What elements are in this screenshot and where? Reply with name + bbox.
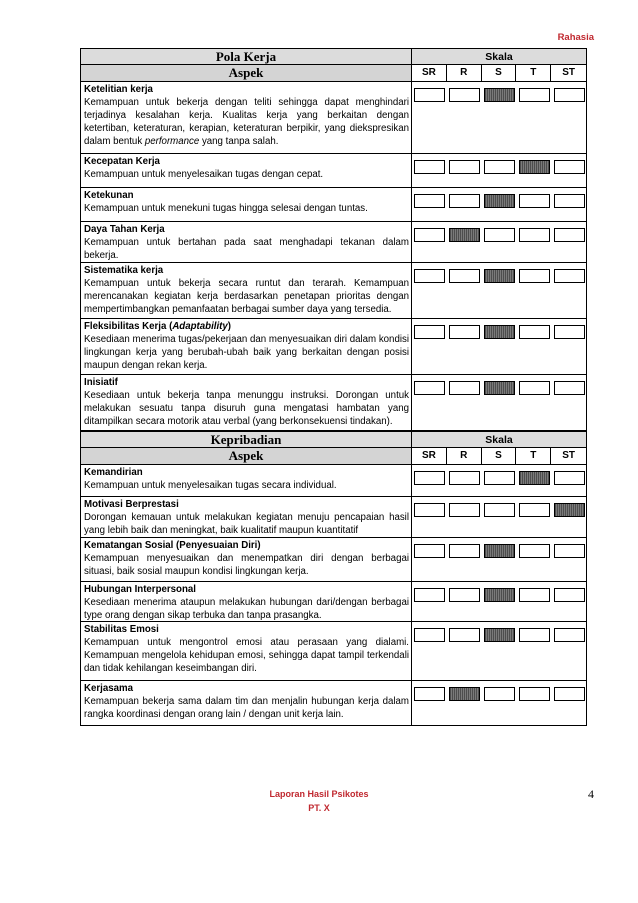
rating-box-r — [449, 269, 480, 283]
rating-cell — [412, 538, 587, 581]
assessment-table — [80, 48, 587, 726]
rating-box-st — [554, 381, 585, 395]
rating-boxes — [412, 88, 587, 102]
assessment-row — [81, 582, 587, 622]
rating-box-s — [484, 503, 515, 517]
rating-box-st — [554, 588, 585, 602]
rating-box-r — [449, 588, 480, 602]
rating-box-sr — [414, 503, 445, 517]
aspect-title-text: Ketelitian kerja — [84, 84, 153, 95]
rating-box-r-selected — [449, 228, 480, 242]
rating-box-t — [519, 544, 550, 558]
assessment-row — [81, 538, 587, 582]
column-header-row — [81, 65, 587, 82]
aspect-description — [84, 511, 409, 537]
aspect-description — [84, 236, 409, 262]
aspect-description-text: Kemampuan untuk bekerja dengan teliti sehingga dapat menghindari terjadinya kesalahan kerja. Kualitas kerja yang berkaitan dengan ketertiban, keteraturan, kerapian, keteraturan berpikir, yang diekspresikan dalam bentuk — [84, 97, 409, 147]
aspect-title-text: Kecepatan Kerja — [84, 156, 160, 167]
rating-box-st — [554, 228, 585, 242]
aspect-description-text: Kemampuan untuk bekerja secara runtut dan terarah. Kemampuan merencanakan kegiatan kerja berdasarkan penetapan prioritas dengan mempertimbangkan pemanfaatan berbagai sumber daya yang tersedia. — [84, 278, 409, 315]
aspect-title-text: Ketekunan — [84, 190, 134, 201]
rating-boxes — [412, 503, 587, 517]
rating-box-sr — [414, 88, 445, 102]
aspect-description — [84, 479, 409, 492]
aspect-heading: Aspek — [81, 448, 412, 464]
rating-boxes — [412, 194, 587, 208]
scale-column-s: S — [482, 448, 517, 464]
aspect-description-text: Kesediaan menerima ataupun melakukan hubungan dari/dengan berbagai type orang dengan sikap terbuka dan tanpa prasangka. — [84, 597, 409, 621]
rating-box-sr — [414, 687, 445, 701]
aspect-cell — [81, 222, 412, 262]
rating-box-st — [554, 269, 585, 283]
aspect-title-text: Daya Tahan Kerja — [84, 224, 165, 235]
assessment-row — [81, 82, 587, 154]
aspect-description — [84, 96, 409, 148]
aspect-title-suffix: ) — [227, 321, 231, 332]
aspect-title — [84, 223, 409, 236]
rating-cell — [412, 154, 587, 187]
aspect-title — [84, 539, 409, 552]
aspect-title-text: Hubungan Interpersonal — [84, 584, 196, 595]
aspect-title-italic: Adaptability — [172, 321, 228, 332]
rating-box-sr — [414, 471, 445, 485]
rating-box-r — [449, 325, 480, 339]
rating-boxes — [412, 687, 587, 701]
aspect-cell — [81, 465, 412, 496]
rating-box-sr — [414, 325, 445, 339]
aspect-cell — [81, 622, 412, 680]
rating-box-st — [554, 471, 585, 485]
rating-cell — [412, 188, 587, 221]
rating-box-r — [449, 381, 480, 395]
rating-box-st — [554, 687, 585, 701]
aspect-description — [84, 596, 409, 622]
aspect-title-text: Kematangan Sosial (Penyesuaian Diri) — [84, 540, 261, 551]
rating-box-st — [554, 325, 585, 339]
rating-box-r — [449, 628, 480, 642]
rating-box-t — [519, 88, 550, 102]
rating-boxes — [412, 588, 587, 602]
rating-box-s — [484, 228, 515, 242]
assessment-row — [81, 622, 587, 681]
rating-box-t — [519, 381, 550, 395]
rating-box-s-selected — [484, 628, 515, 642]
scale-column-sr: SR — [412, 448, 447, 464]
aspect-title-text: Fleksibilitas Kerja ( — [84, 321, 173, 332]
assessment-row — [81, 465, 587, 497]
aspect-description — [84, 277, 409, 316]
confidential-label: Rahasia — [557, 32, 594, 43]
assessment-row — [81, 375, 587, 431]
rating-boxes — [412, 228, 587, 242]
aspect-title-text: Motivasi Berprestasi — [84, 499, 179, 510]
rating-box-t — [519, 588, 550, 602]
assessment-row — [81, 154, 587, 188]
rating-box-s-selected — [484, 588, 515, 602]
aspect-cell — [81, 188, 412, 221]
scale-columns — [412, 65, 587, 81]
aspect-cell — [81, 681, 412, 725]
aspect-title-text: Kerjasama — [84, 683, 134, 694]
rating-box-t-selected — [519, 160, 550, 174]
aspect-description — [84, 695, 409, 721]
aspect-title — [84, 623, 409, 636]
rating-boxes — [412, 544, 587, 558]
scale-column-t: T — [516, 65, 551, 81]
rating-box-sr — [414, 588, 445, 602]
aspect-cell — [81, 375, 412, 430]
rating-box-r — [449, 471, 480, 485]
rating-box-t — [519, 228, 550, 242]
scale-heading: Skala — [412, 49, 587, 64]
rating-cell — [412, 582, 587, 621]
assessment-row — [81, 319, 587, 375]
aspect-cell — [81, 538, 412, 581]
aspect-description-text: Kemampuan untuk menyelesaikan tugas dengan cepat. — [84, 169, 324, 180]
aspect-cell — [81, 497, 412, 537]
rating-box-sr — [414, 269, 445, 283]
aspect-title-text: Sistematika kerja — [84, 265, 164, 276]
assessment-row — [81, 497, 587, 538]
page-footer — [0, 787, 638, 815]
aspect-description — [84, 168, 409, 181]
aspect-cell — [81, 154, 412, 187]
rating-boxes — [412, 269, 587, 283]
rating-cell — [412, 375, 587, 430]
rating-cell — [412, 319, 587, 374]
aspect-description-suffix: yang tanpa salah. — [199, 136, 279, 147]
scale-column-s: S — [482, 65, 517, 81]
rating-box-s-selected — [484, 544, 515, 558]
scale-column-r: R — [447, 65, 482, 81]
aspect-cell — [81, 82, 412, 153]
rating-box-r-selected — [449, 687, 480, 701]
rating-box-r — [449, 160, 480, 174]
rating-box-t — [519, 325, 550, 339]
aspect-cell — [81, 582, 412, 621]
aspect-title — [84, 466, 409, 479]
scale-column-t: T — [516, 448, 551, 464]
aspect-description-text: Kesediaan untuk bekerja tanpa menunggu instruksi. Dorongan untuk melakukan sesuatu tanpa disuruh guna mengatasi hambatan yang ditampilkan secara motorik atau verbal (yang berkonsekuensi tindakan). — [84, 390, 409, 427]
rating-cell — [412, 622, 587, 680]
rating-box-sr — [414, 194, 445, 208]
rating-box-sr — [414, 544, 445, 558]
rating-box-sr — [414, 381, 445, 395]
aspect-description-italic: performance — [144, 136, 200, 147]
rating-cell — [412, 681, 587, 725]
aspect-title-text: Stabilitas Emosi — [84, 624, 159, 635]
rating-box-r — [449, 88, 480, 102]
aspect-cell — [81, 319, 412, 374]
scale-columns — [412, 448, 587, 464]
rating-boxes — [412, 381, 587, 395]
aspect-title — [84, 155, 409, 168]
aspect-description-text: Kemampuan untuk bertahan pada saat menghadapi tekanan dalam bekerja. — [84, 237, 409, 261]
rating-box-s-selected — [484, 325, 515, 339]
aspect-description-text: Kemampuan untuk menyelesaikan tugas secara individual. — [84, 480, 337, 491]
scale-column-r: R — [447, 448, 482, 464]
rating-box-sr — [414, 160, 445, 174]
aspect-description-text: Kemampuan menyesuaikan dan menempatkan diri dengan berbagai situasi, baik sosial maupun kondisi lingkungan kerja. — [84, 553, 409, 577]
rating-box-st — [554, 160, 585, 174]
scale-column-st: ST — [562, 450, 575, 461]
footer-company: PT. X — [308, 803, 330, 813]
rating-boxes — [412, 471, 587, 485]
aspect-title — [84, 682, 409, 695]
rating-cell — [412, 222, 587, 262]
aspect-description — [84, 636, 409, 675]
aspect-cell — [81, 263, 412, 318]
scale-column-st: ST — [562, 67, 575, 78]
rating-box-r — [449, 544, 480, 558]
rating-boxes — [412, 160, 587, 174]
aspect-description — [84, 389, 409, 428]
aspect-title — [84, 83, 409, 96]
aspect-title — [84, 320, 409, 333]
aspect-title — [84, 264, 409, 277]
rating-box-st — [554, 88, 585, 102]
aspect-title — [84, 498, 409, 511]
section-title: Pola Kerja — [81, 49, 412, 64]
rating-box-s — [484, 687, 515, 701]
section-title: Kepribadian — [81, 432, 412, 447]
aspect-description — [84, 552, 409, 578]
rating-cell — [412, 497, 587, 537]
rating-box-s-selected — [484, 88, 515, 102]
rating-box-s-selected — [484, 269, 515, 283]
rating-boxes — [412, 628, 587, 642]
assessment-row — [81, 263, 587, 319]
aspect-heading: Aspek — [81, 65, 412, 81]
rating-box-t — [519, 194, 550, 208]
aspect-description-text: Kemampuan bekerja sama dalam tim dan menjalin hubungan kerja dalam rangka koordinasi dengan orang lain / dengan unit kerja lain. — [84, 696, 409, 720]
rating-box-r — [449, 503, 480, 517]
rating-box-t — [519, 687, 550, 701]
rating-box-s — [484, 471, 515, 485]
aspect-title-text: Kemandirian — [84, 467, 143, 478]
aspect-description-text: Kemampuan untuk menekuni tugas hingga selesai dengan tuntas. — [84, 203, 368, 214]
rating-box-t — [519, 628, 550, 642]
rating-cell — [412, 82, 587, 153]
section-header — [81, 431, 587, 448]
rating-box-st — [554, 628, 585, 642]
aspect-title — [84, 583, 409, 596]
rating-box-t — [519, 269, 550, 283]
aspect-description-text: Kesediaan menerima tugas/pekerjaan dan menyesuaikan diri dalam kondisi lingkungan kerja yang berubah-ubah baik yang berkaitan dengan posisi maupun dengan rekan kerja. — [84, 334, 409, 371]
rating-box-sr — [414, 228, 445, 242]
rating-box-s-selected — [484, 381, 515, 395]
scale-column-sr: SR — [412, 65, 447, 81]
column-header-row — [81, 448, 587, 465]
rating-box-st-selected — [554, 503, 585, 517]
aspect-description-text: Dorongan kemauan untuk melakukan kegiatan menuju pencapaian hasil yang lebih baik dan meningkat, baik kualitatif maupun kuantitatif — [84, 512, 409, 536]
rating-box-st — [554, 544, 585, 558]
aspect-description — [84, 333, 409, 372]
section-header — [81, 48, 587, 65]
aspect-title — [84, 376, 409, 389]
aspect-title — [84, 189, 409, 202]
assessment-row — [81, 188, 587, 222]
aspect-description-text: Kemampuan untuk mengontrol emosi atau perasaan yang dialami. Kemampuan mengelola kehidupan emosi, sehingga dapat tampil terkendali dan tidak kehilangan keseimbangan diri. — [84, 637, 409, 674]
rating-box-st — [554, 194, 585, 208]
rating-cell — [412, 465, 587, 496]
rating-box-s — [484, 160, 515, 174]
rating-boxes — [412, 325, 587, 339]
rating-box-s-selected — [484, 194, 515, 208]
scale-heading: Skala — [412, 432, 587, 447]
rating-box-sr — [414, 628, 445, 642]
aspect-title-text: Inisiatif — [84, 377, 118, 388]
rating-box-t-selected — [519, 471, 550, 485]
footer-title: Laporan Hasil Psikotes — [269, 789, 369, 799]
assessment-row — [81, 681, 587, 726]
rating-box-t — [519, 503, 550, 517]
assessment-row — [81, 222, 587, 263]
rating-cell — [412, 263, 587, 318]
rating-box-r — [449, 194, 480, 208]
aspect-description — [84, 202, 409, 215]
page-number: 4 — [588, 787, 594, 801]
